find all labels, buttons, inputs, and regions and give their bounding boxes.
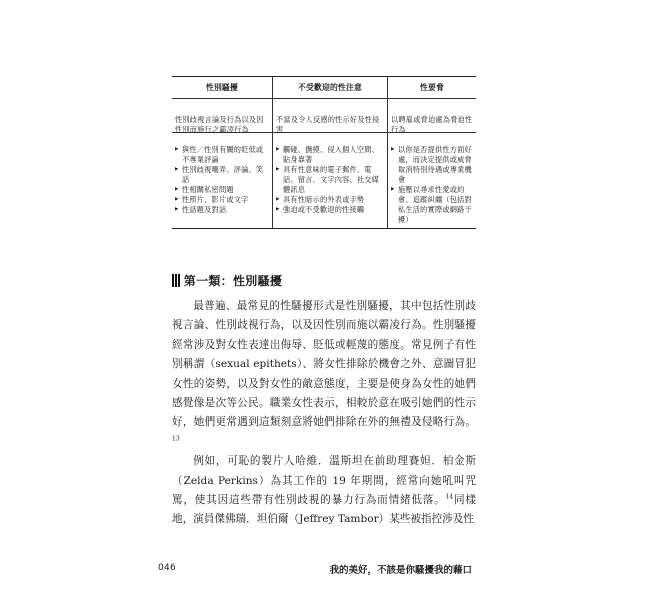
list-item: ▶ 性話題及對話 [175,205,269,215]
body-text [172,297,476,530]
table-header-sexual-coercion: 性要脅 [387,77,476,99]
harassment-types-table [172,76,476,229]
table-definition: 不當及令人反感的性示好及性侵害 [272,99,387,133]
section-title: 第一類：性別騷擾 [183,273,283,288]
footnote-ref: 13 [172,435,180,443]
section-heading [172,272,282,288]
table-examples-col-2 [272,133,387,228]
list-item: ▶ 強迫或不受歡迎的性接觸 [276,205,384,215]
footnote-ref: 14 [445,493,454,501]
paragraph-text: 同樣地，演員傑佛瑞．坦伯爾（Jeffrey Tambor）某些被指控涉及性 [172,494,476,526]
paragraph [172,297,476,452]
section-bars-icon [172,274,180,287]
paragraph-text: 例如，可恥的製片人哈維．溫斯坦在前助理賽妲．柏金斯（Zelda Perkins）為其工作的 19 年期間，經常向她吼叫咒罵，使其因這些帶有性別歧視的暴力行為而情緒低落。 [172,455,476,507]
paragraph-text: 最普遍、最常見的性騷擾形式是性別騷擾，其中包括性別歧視言論、性別歧視行為，以及因性別而施以霸凌行為。性別騷擾經常涉及對女性表達出侮辱、貶低或輕蔑的態度。常見例子有性別稱謂（sexual epithets）、將女性排除於機會之外、意圖冒犯女性的姿勢，以及對女性的敵意態度，主要是使身為女性的她們感覺像是次等公民。職業女性表示，相較於意在吸引她們的性示好，她們更常遇到這類刻意將她們排除在外的無禮及侵略行為。 [172,300,476,429]
list-item: ▶ 施壓以尋求性愛或約會、追蹤糾纏（包括對私生活的實際或網路干擾） [391,185,473,225]
list-item: ▶ 具有性意味的電子郵件、電話、留言、文字內容、社交媒體訊息 [276,165,384,195]
table-definition: 以聘雇或脅迫處為脅迫性行為 [387,99,476,133]
table-examples-col-1 [172,133,272,228]
list-item: ▶ 與性／性別有關的貶低或不專業評論 [175,145,269,165]
paragraph [172,452,476,530]
list-item: ▶ 以你是否提供性方面好處，而決定提供或威脅取消特別待遇或專業機會 [391,145,473,185]
running-head: 我的美好，不該是你騷擾我的藉口 [329,565,472,576]
table-examples-col-3 [387,133,476,228]
list-item: ▶ 觸碰、撫摸、侵入個人空間、貼身靠著 [276,145,384,165]
table-header-gender-harassment: 性別騷擾 [172,77,272,99]
table-definition: 性別歧視言論及行為以及因性別而施行之霸凌行為 [172,99,272,133]
list-item: ▶ 性相關私密問題 [175,185,269,195]
table-header-unwanted-sexual-attention: 不受歡迎的性注意 [272,77,387,99]
list-item: ▶ 性照片、影片或文字 [175,195,269,205]
page-number: 046 [158,563,177,573]
list-item: ▶ 具有性暗示的外表或手勢 [276,195,384,205]
list-item: ▶ 性別歧視嘲弄、評論、笑話 [175,165,269,185]
